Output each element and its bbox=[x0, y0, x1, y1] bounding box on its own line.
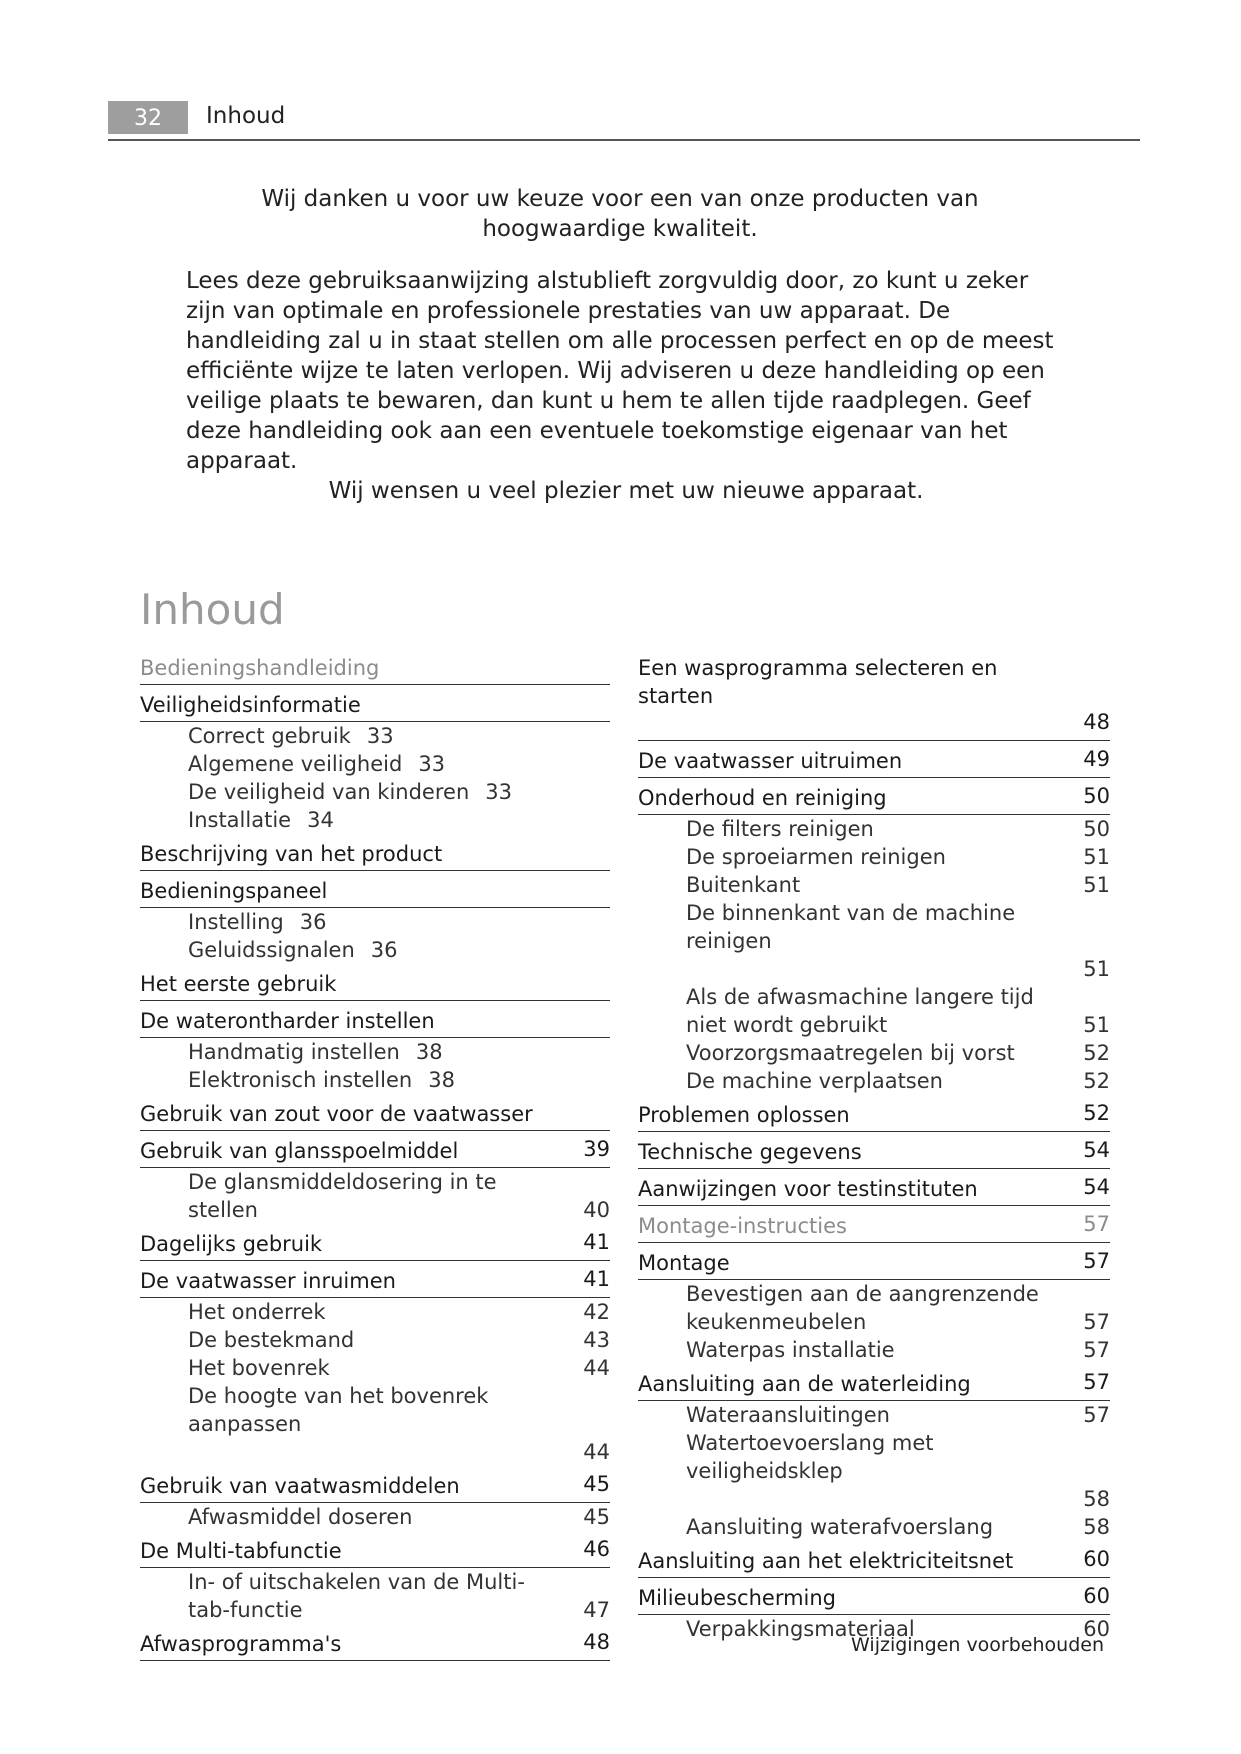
toc-entry-title: Aansluiting waterafvoerslang bbox=[686, 1515, 994, 1539]
toc-entry-page: 43 bbox=[583, 1328, 610, 1352]
toc-entry-title: De hoogte van het bovenrek aanpassen bbox=[188, 1384, 489, 1436]
toc-entry-title: Montage-instructies bbox=[638, 1214, 847, 1238]
toc-entry-title: De waterontharder instellen bbox=[140, 1009, 435, 1033]
toc-entry-title: Voorzorgsmaatregelen bij vorst bbox=[686, 1041, 1015, 1065]
toc-entry-title: Aansluiting aan het elektriciteitsnet bbox=[638, 1549, 1014, 1573]
toc-entry-page: 45 bbox=[583, 1505, 610, 1529]
toc-entry-title: Aansluiting aan de waterleiding bbox=[638, 1372, 971, 1396]
toc-entry-title: Watertoevoerslang met veiligheidsklep bbox=[686, 1431, 934, 1483]
toc-entry-title: Montage bbox=[638, 1251, 730, 1275]
toc-entry-page: 52 bbox=[1083, 1069, 1110, 1093]
toc-entry-page: 57 bbox=[1083, 1212, 1110, 1236]
toc-sub-entry bbox=[140, 936, 610, 964]
toc-sub-entry bbox=[638, 1513, 1110, 1541]
toc-entry-title: Wateraansluitingen bbox=[686, 1403, 890, 1427]
toc-entry-page: 51 bbox=[1083, 957, 1110, 981]
toc-entry-title: De vaatwasser uitruimen bbox=[638, 749, 903, 773]
toc-entry-title: Problemen oplossen bbox=[638, 1103, 850, 1127]
toc-section-entry bbox=[638, 1578, 1110, 1615]
toc-entry-page: 38 bbox=[415, 1040, 443, 1064]
toc-entry-title: Als de afwasmachine langere tijd niet wordt gebruikt bbox=[686, 985, 1034, 1037]
toc-entry-page: 39 bbox=[583, 1137, 610, 1161]
toc-entry-title: Dagelijks gebruik bbox=[140, 1232, 323, 1256]
toc-entry-title: Bedieningspaneel bbox=[140, 879, 328, 903]
toc-entry-title: De glansmiddeldosering in te stellen bbox=[188, 1170, 497, 1222]
toc-entry-page: 38 bbox=[428, 1068, 455, 1092]
toc-section-entry bbox=[140, 1466, 610, 1503]
toc-sub-entry bbox=[140, 1168, 610, 1224]
toc-entry-page: 50 bbox=[1083, 817, 1110, 841]
toc-sub-entry bbox=[638, 871, 1110, 899]
toc-section-entry bbox=[140, 1001, 610, 1038]
toc-entry-title: De filters reinigen bbox=[686, 817, 874, 841]
toc-entry-page: 42 bbox=[583, 1300, 610, 1324]
toc-sub-entry bbox=[140, 1503, 610, 1531]
toc-entry-title: Gebruik van glansspoelmiddel bbox=[140, 1139, 459, 1163]
toc-entry-title: In- of uitschakelen van de Multi-tab-functie bbox=[188, 1570, 525, 1622]
toc-entry-page: 52 bbox=[1083, 1101, 1110, 1125]
toc-entry-page: 50 bbox=[1083, 784, 1110, 808]
toc-entry-page: 34 bbox=[307, 808, 334, 832]
toc-sub-entry bbox=[140, 1298, 610, 1326]
toc-entry-page: 60 bbox=[1083, 1617, 1110, 1641]
toc-section-entry bbox=[140, 964, 610, 1001]
toc-entry-page: 47 bbox=[583, 1598, 610, 1622]
toc-sub-entry bbox=[140, 778, 610, 806]
toc-entry-page: 48 bbox=[1083, 710, 1110, 734]
toc-entry-title: Beschrijving van het product bbox=[140, 842, 443, 866]
toc-entry-title: Het onderrek bbox=[188, 1300, 326, 1324]
toc-entry-title: Instelling bbox=[188, 910, 284, 934]
toc-entry-page: 48 bbox=[583, 1630, 610, 1654]
toc-section-entry bbox=[140, 1624, 610, 1661]
intro-thanks: Wij danken u voor uw keuze voor een van onze producten van hoogwaardige kwaliteit. bbox=[261, 186, 979, 242]
toc-entry-page: 57 bbox=[1083, 1338, 1110, 1362]
toc-sub-entry bbox=[638, 843, 1110, 871]
toc-entry-page: 60 bbox=[1083, 1547, 1110, 1571]
toc-section-entry bbox=[140, 834, 610, 871]
toc-entry-title: De vaatwasser inruimen bbox=[140, 1269, 396, 1293]
toc-entry-title: Handmatig instellen bbox=[188, 1040, 400, 1064]
toc-entry-title: Milieubescherming bbox=[638, 1586, 837, 1610]
toc-sub-entry bbox=[140, 722, 610, 750]
toc-entry-page: 45 bbox=[583, 1472, 610, 1496]
toc-entry-title: De veiligheid van kinderen bbox=[188, 780, 470, 804]
toc-sub-entry bbox=[140, 1326, 610, 1354]
toc-entry-page: 54 bbox=[1083, 1175, 1110, 1199]
intro-wish: Wij wensen u veel plezier met uw nieuwe apparaat. bbox=[328, 478, 924, 504]
toc-sub-entry bbox=[140, 1066, 610, 1094]
toc-entry-title: Het bovenrek bbox=[188, 1356, 330, 1380]
toc-entry-page: 33 bbox=[485, 780, 512, 804]
toc-section-entry bbox=[140, 871, 610, 908]
header-title: Inhoud bbox=[206, 103, 286, 129]
toc-sub-entry bbox=[638, 1039, 1110, 1067]
page-header bbox=[108, 101, 1140, 141]
toc-entry-title: De bestekmand bbox=[188, 1328, 355, 1352]
toc-sub-entry bbox=[140, 1382, 610, 1466]
toc-entry-page: 41 bbox=[583, 1230, 610, 1254]
toc-sub-entry bbox=[140, 908, 610, 936]
toc-entry-page: 36 bbox=[370, 938, 398, 962]
toc-entry-title: Bevestigen aan de aangrenzende keukenmeubelen bbox=[686, 1282, 1039, 1334]
toc-entry-title: Waterpas installatie bbox=[686, 1338, 895, 1362]
toc-entry-page: 57 bbox=[1083, 1249, 1110, 1273]
toc-sub-entry bbox=[638, 899, 1110, 983]
toc-section-entry bbox=[638, 778, 1110, 815]
toc-entry-page: 58 bbox=[1083, 1515, 1110, 1539]
toc-entry-page: 52 bbox=[1083, 1041, 1110, 1065]
toc-entry-title: Het eerste gebruik bbox=[140, 972, 337, 996]
toc-entry-page: 51 bbox=[1083, 845, 1110, 869]
toc-sub-entry bbox=[140, 1354, 610, 1382]
toc-section-entry bbox=[140, 1531, 610, 1568]
toc-section-entry bbox=[638, 741, 1110, 778]
toc-entry-title: Elektronisch instellen bbox=[188, 1068, 413, 1092]
intro-body: Lees deze gebruiksaanwijzing alstublieft zorgvuldig door, zo kunt u zeker zijn van optimale en professionele prestaties van uw apparaat. De handleiding zal u in staat stellen om alle processen perfect en op de meest efficiënte wijze te laten verlopen. Wij adviseren u deze handleiding op een veilige plaats te bewaren, dan kunt u hem te allen tijde raadplegen. Geef deze handleiding ook aan een eventuele toekomstige eigenaar van het apparaat. bbox=[186, 268, 1054, 474]
toc-entry-page: 41 bbox=[583, 1267, 610, 1291]
page-number: 32 bbox=[108, 101, 188, 134]
toc-section-entry bbox=[638, 1132, 1110, 1169]
toc-section-entry bbox=[638, 1169, 1110, 1206]
toc-entry-title: Gebruik van zout voor de vaatwasser bbox=[140, 1102, 533, 1126]
toc-entry-title: Afwasprogramma's bbox=[140, 1632, 342, 1656]
toc-entry-page: 60 bbox=[1083, 1584, 1110, 1608]
toc-entry-page: 54 bbox=[1083, 1138, 1110, 1162]
toc-section-entry bbox=[140, 1224, 610, 1261]
toc-entry-page: 46 bbox=[583, 1537, 610, 1561]
toc-entry-page: 57 bbox=[1083, 1370, 1110, 1394]
toc-entry-page: 58 bbox=[1083, 1487, 1110, 1511]
toc-section-entry bbox=[638, 654, 1110, 741]
toc-entry-title: Gebruik van vaatwasmiddelen bbox=[140, 1474, 460, 1498]
toc-entry-title: Correct gebruik bbox=[188, 724, 351, 748]
toc-entry-title: Technische gegevens bbox=[638, 1140, 862, 1164]
toc-entry-title: De binnenkant van de machine reinigen bbox=[686, 901, 1016, 953]
toc-entry-title: Verpakkingsmateriaal bbox=[686, 1617, 915, 1641]
toc-entry-title: Veiligheidsinformatie bbox=[140, 693, 361, 717]
toc-section-entry bbox=[140, 654, 610, 685]
toc-section-entry bbox=[140, 1261, 610, 1298]
toc-entry-title: De machine verplaatsen bbox=[686, 1069, 943, 1093]
toc-entry-page: 33 bbox=[418, 752, 446, 776]
toc-entry-title: Algemene veiligheid bbox=[188, 752, 403, 776]
toc-entry-title: Installatie bbox=[188, 808, 292, 832]
toc-section-entry bbox=[638, 1541, 1110, 1578]
toc-section-entry bbox=[140, 685, 610, 722]
toc-sub-entry bbox=[140, 1568, 610, 1624]
toc-sub-entry bbox=[638, 983, 1110, 1039]
toc-entry-title: Afwasmiddel doseren bbox=[188, 1505, 413, 1529]
toc-entry-page: 44 bbox=[583, 1440, 610, 1464]
toc-section-entry bbox=[140, 1131, 610, 1168]
toc-entry-title: Een wasprogramma selecteren en starten bbox=[638, 656, 998, 708]
toc-section-entry bbox=[638, 1095, 1110, 1132]
toc-sub-entry bbox=[638, 1067, 1110, 1095]
toc-sub-entry bbox=[140, 806, 610, 834]
toc-sub-entry bbox=[140, 750, 610, 778]
toc-left-column bbox=[140, 654, 610, 1661]
toc-entry-title: Onderhoud en reiniging bbox=[638, 786, 887, 810]
toc-sub-entry bbox=[638, 1280, 1110, 1336]
toc-title: Inhoud bbox=[140, 585, 285, 634]
toc-sub-entry bbox=[140, 1038, 610, 1066]
toc-entry-page: 57 bbox=[1083, 1310, 1110, 1334]
toc-entry-title: Aanwijzingen voor testinstituten bbox=[638, 1177, 978, 1201]
toc-entry-page: 36 bbox=[299, 910, 327, 934]
toc-section-entry bbox=[638, 1243, 1110, 1280]
toc-entry-page: 57 bbox=[1083, 1403, 1110, 1427]
toc-entry-title: De Multi-tabfunctie bbox=[140, 1539, 342, 1563]
toc-section-entry bbox=[638, 1364, 1110, 1401]
toc-section-entry bbox=[638, 1206, 1110, 1243]
toc-section-entry bbox=[140, 1094, 610, 1131]
toc-entry-page: 51 bbox=[1083, 873, 1110, 897]
toc-entry-title: De sproeiarmen reinigen bbox=[686, 845, 946, 869]
toc-entry-title: Bedieningshandleiding bbox=[140, 656, 380, 680]
toc-sub-entry bbox=[638, 1336, 1110, 1364]
footer-note: Wijzigingen voorbehouden bbox=[851, 1634, 1104, 1656]
toc-sub-entry bbox=[638, 1401, 1110, 1429]
toc-entry-title: Buitenkant bbox=[686, 873, 801, 897]
toc-entry-page: 33 bbox=[366, 724, 394, 748]
toc-entry-page: 49 bbox=[1083, 747, 1110, 771]
toc-sub-entry bbox=[638, 815, 1110, 843]
toc-entry-page: 40 bbox=[583, 1198, 610, 1222]
toc-entry-page: 44 bbox=[583, 1356, 610, 1380]
toc-right-column bbox=[638, 654, 1110, 1643]
toc-sub-entry bbox=[638, 1429, 1110, 1513]
toc-entry-title: Geluidssignalen bbox=[188, 938, 355, 962]
toc-entry-page: 51 bbox=[1083, 1013, 1110, 1037]
